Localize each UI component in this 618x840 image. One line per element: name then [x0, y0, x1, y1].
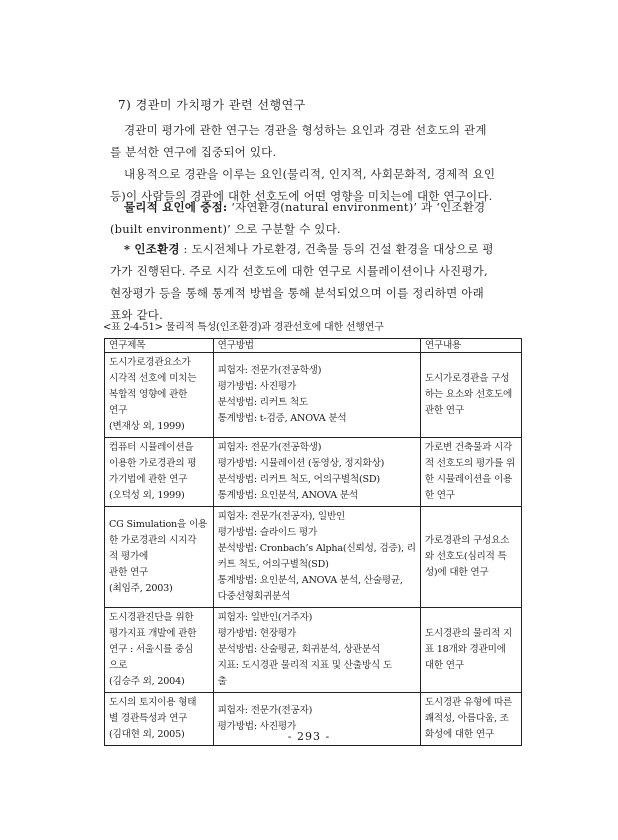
cell-line: 평가방법: 슬라이드 평가: [217, 527, 318, 538]
cell-line: 분석방법: 리커트 척도, 어의구별척(SD): [217, 474, 380, 485]
cell-line: 한 가로경관의 시지각: [109, 535, 197, 546]
cell-line: 컴퓨터 시뮬레이션을: [109, 442, 194, 453]
paragraph-line: 경관미 평가에 관한 연구는 경관을 형성하는 요인과 경관 선호도의 관계: [124, 123, 487, 137]
paragraph-line: [110, 196, 520, 218]
cell-line: 가기법에 관한 연구: [109, 474, 188, 485]
cell-method: [213, 507, 420, 608]
cell-line: 지표: 도시경관 물리적 지표 및 산출방식 도: [217, 660, 392, 671]
cell-content: 가로경관의 구성요소와 선호도(심리적 특성)에 대한 연구: [420, 507, 521, 608]
paragraph-physical-factors: [110, 196, 520, 240]
table-row: [105, 608, 522, 693]
page-number: - 293 -: [287, 730, 331, 743]
paragraph-line: 표와 같다.: [110, 308, 163, 322]
paragraph-line: [110, 238, 520, 260]
cell-line: 연구 : 서울시를 중심: [109, 644, 194, 655]
header-method: 연구방법: [213, 339, 420, 353]
paragraph-text: ‘자연환경(natural environment)’ 과 ‘인조환경: [231, 200, 486, 214]
paragraph-line: 현장평가 등을 통해 통계적 방법을 통해 분석되었으며 이를 정리하면 아래: [110, 286, 484, 300]
cell-title: [105, 608, 214, 693]
table-row: [105, 353, 522, 438]
header-title: 연구제목: [105, 339, 214, 353]
cell-content: 가로변 건축물과 시각적 선호도의 평가를 위한 시뮬레이션을 이용한 연구: [420, 438, 521, 507]
paragraph-built-environment: [110, 238, 520, 326]
cell-line: 이용한 가로경관의 평: [109, 458, 197, 469]
cell-line: (김대현 외, 2005): [109, 729, 185, 740]
cell-line: 적 평가에: [109, 551, 149, 562]
cell-title: [105, 353, 214, 438]
paragraph-line: 가가 진행된다. 주로 시각 선호도에 대한 연구로 시뮬레이션이나 사진평가,: [110, 264, 488, 278]
cell-content: 도시가로경관을 구성하는 요소와 선호도에 관한 연구: [420, 353, 521, 438]
cell-line: 복합적 영향에 관한: [109, 389, 188, 400]
cell-line: 출: [217, 676, 227, 687]
research-table: [104, 338, 522, 746]
paragraph-intro: [110, 119, 520, 163]
cell-line: 피험자: 전문가(전공학생): [217, 365, 322, 376]
cell-line: 평가방법: 사진평가: [217, 381, 297, 392]
cell-method: [213, 438, 420, 507]
cell-line: 평가방법: 현장평가: [217, 628, 297, 639]
cell-line: 피험자: 전문가(전공자), 일반인: [217, 511, 346, 522]
table-row: [105, 438, 522, 507]
cell-line: (오덕성 외, 1999): [109, 490, 185, 501]
emphasis-text: 물리적 요인에 중점:: [124, 200, 228, 214]
cell-line: 피험자: 일반인(거주자): [217, 612, 313, 623]
header-content: 연구내용: [420, 339, 521, 353]
cell-line: 연구: [109, 405, 128, 416]
cell-content: 도시경관의 물리적 지표 18개와 경관미에 대한 연구: [420, 608, 521, 693]
cell-line: 다중선형회귀분석: [217, 591, 291, 602]
table-caption: <표 2-4-51> 물리적 특성(인조환경)과 경관선호에 대한 선행연구: [103, 322, 384, 333]
cell-line: 통계방법: 요인분석, ANOVA 분석: [217, 490, 358, 501]
paragraph-line: 를 분석한 연구에 집중되어 있다.: [110, 145, 277, 159]
cell-line: (김승주 외, 2004): [109, 676, 185, 687]
cell-line: 도시경관진단을 위한: [109, 612, 194, 623]
cell-line: (최임주, 2003): [109, 583, 173, 594]
cell-line: 분석방법: Cronbach’s Alpha(신뢰성, 검증), 리: [217, 543, 416, 554]
cell-line: CG Simulation을 이용: [109, 519, 208, 530]
emphasis-text: * 인조환경: [124, 242, 180, 256]
cell-line: 피험자: 전문가(전공자): [217, 705, 313, 716]
cell-line: 도시의 토지이용 형태: [109, 697, 197, 708]
cell-line: 피험자: 전문가(전공학생): [217, 442, 322, 453]
paragraph-text: : 도시전체나 가로환경, 건축물 등의 건설 환경을 대상으로 평: [183, 242, 494, 256]
cell-method: [213, 353, 420, 438]
cell-title: [105, 438, 214, 507]
cell-line: 분석방법: 산술평균, 회귀분석, 상관분석: [217, 644, 380, 655]
paragraph-line: (built environment)’ 으로 구분할 수 있다.: [110, 222, 341, 236]
cell-line: 시각적 선호에 미치는: [109, 373, 197, 384]
cell-line: 커트 척도, 어의구별척(SD): [217, 559, 329, 570]
cell-title: [105, 507, 214, 608]
paragraph-line: 등)이 사람들의 경관에 대한 선호도에 어떤 영향을 미치는에 대한 연구이다.: [110, 189, 493, 203]
cell-line: 관한 연구: [109, 567, 149, 578]
cell-line: 통계방법: 요인분석, ANOVA 분석, 산술평균,: [217, 575, 403, 586]
cell-line: 평가지표 개발에 관한: [109, 628, 197, 639]
cell-method: [213, 608, 420, 693]
table-header-row: [105, 339, 522, 353]
cell-line: 평가방법: 시뮬레이션 (동영상, 정지화상): [217, 458, 385, 469]
cell-line: 분석방법: 리커트 척도: [217, 397, 308, 408]
cell-line: 별 경관특성과 연구: [109, 713, 188, 724]
cell-line: 평가방법: 사진평가: [217, 721, 297, 732]
paragraph-line: 내용적으로 경관을 이루는 요인(물리적, 인지적, 사회문화적, 경제적 요인: [124, 167, 496, 181]
section-heading: 7) 경관미 가치평가 관련 선행연구: [118, 98, 306, 112]
cell-content: 도시경관 유형에 따른 쾌적성, 아름다움, 조화성에 대한 연구: [420, 693, 521, 746]
cell-line: 으로: [109, 660, 128, 671]
table-row: [105, 507, 522, 608]
cell-line: 도시가로경관요소가: [109, 357, 191, 368]
cell-line: 통계방법: t-검증, ANOVA 분석: [217, 413, 347, 424]
cell-line: (변재상 외, 1999): [109, 421, 185, 432]
